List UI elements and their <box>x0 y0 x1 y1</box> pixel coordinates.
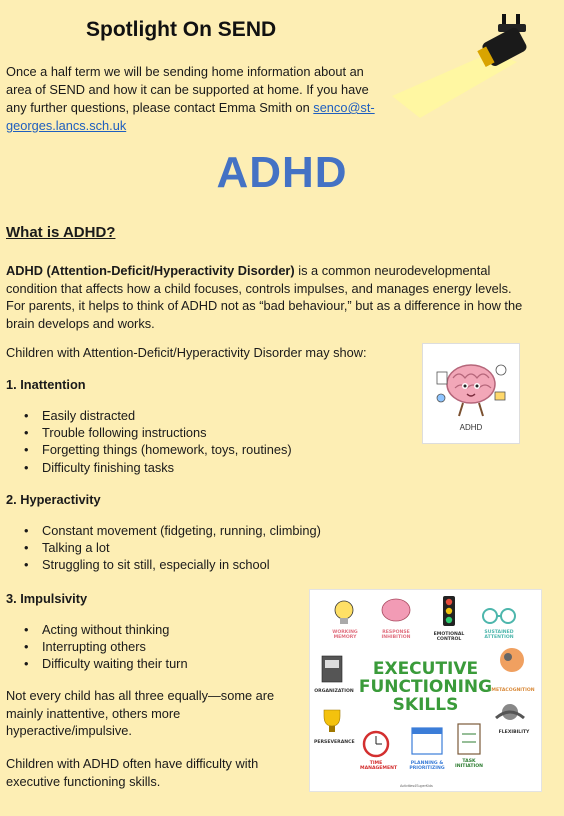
what-is-heading: What is ADHD? <box>6 224 116 241</box>
page-title: Spotlight On SEND <box>86 18 277 41</box>
spotlight-icon <box>380 10 564 120</box>
ef-label-task-initiation: TASK INITIATION <box>455 759 483 769</box>
ef-title-line1: EXECUTIVE <box>372 659 479 679</box>
brain-image-caption: ADHD <box>459 423 483 432</box>
hyperactivity-list <box>24 522 321 574</box>
list-item: • Constant movement (fidgeting, running, climbing) <box>24 522 321 539</box>
section-hyperactivity-heading: 2. Hyperactivity <box>6 492 101 507</box>
ef-label-flexibility: FLEXIBILITY <box>498 730 530 735</box>
ef-label-time-management: TIME MANAGEMENT <box>360 761 398 771</box>
ef-label-organization: ORGANIZATION <box>314 689 354 694</box>
ef-label-emotional-control: EMOTIONAL CONTROL <box>433 632 465 642</box>
ef-title-line3: SKILLS <box>392 695 459 715</box>
ef-label-metacognition: METACOGNITION <box>491 688 535 693</box>
list-item: • Trouble following instructions <box>24 424 292 441</box>
ef-label-perseverance: PERSEVERANCE <box>314 740 355 745</box>
ef-label-sustained-attention: SUSTAINED ATTENTION <box>484 630 514 640</box>
ef-title-line2: FUNCTIONING <box>358 677 493 697</box>
ef-label-planning: PLANNING & PRIORITIZING <box>409 761 445 771</box>
impulsivity-list <box>24 621 188 673</box>
topic-heading: ADHD <box>216 148 348 197</box>
list-item: • Forgetting things (homework, toys, routines) <box>24 441 292 458</box>
section-inattention-heading: 1. Inattention <box>6 377 86 392</box>
intro-paragraph: Once a half term we will be sending home information about an area of SEND and how it can be supported at home. If you have any further questions, please contact Emma Smith on senco@st-georges.lancs.sch.uk <box>6 64 375 133</box>
definition-paragraph: ADHD (Attention-Deficit/Hyperactivity Disorder) is a common neurodevelopmental condition that affects how a child focuses, controls impulses, and manages energy levels. For parents, it helps to think of ADHD not as “bad behaviour,” but as a difference in how the brain develops and works. <box>6 263 523 331</box>
list-item: • Difficulty finishing tasks <box>24 459 292 476</box>
list-item: • Acting without thinking <box>24 621 188 638</box>
ef-credit: Activities4SuperKids <box>400 784 433 788</box>
email-link[interactable]: senco@st-georges.lancs.sch.uk <box>6 100 375 133</box>
ef-label-working-memory: WORKING MEMORY <box>332 630 358 640</box>
executive-functioning-image <box>309 589 542 792</box>
closing-paragraph-1: Not every child has all three equally—some are mainly inattentive, others more hyperactive/impulsive. <box>6 688 275 738</box>
list-item: • Talking a lot <box>24 539 321 556</box>
list-item: • Interrupting others <box>24 638 188 655</box>
list-item: • Easily distracted <box>24 407 292 424</box>
may-show-text: Children with Attention-Deficit/Hyperactivity Disorder may show: <box>6 345 367 360</box>
inattention-list <box>24 407 292 476</box>
ef-label-response-inhibition: RESPONSE INHIBITION <box>381 630 411 640</box>
brain-icon <box>423 348 519 428</box>
list-item: • Difficulty waiting their turn <box>24 655 188 672</box>
adhd-brain-image <box>422 343 520 444</box>
list-item: • Struggling to sit still, especially in school <box>24 556 321 573</box>
closing-paragraph-2: Children with ADHD often have difficulty with executive functioning skills. <box>6 756 259 789</box>
section-impulsivity-heading: 3. Impulsivity <box>6 591 88 606</box>
